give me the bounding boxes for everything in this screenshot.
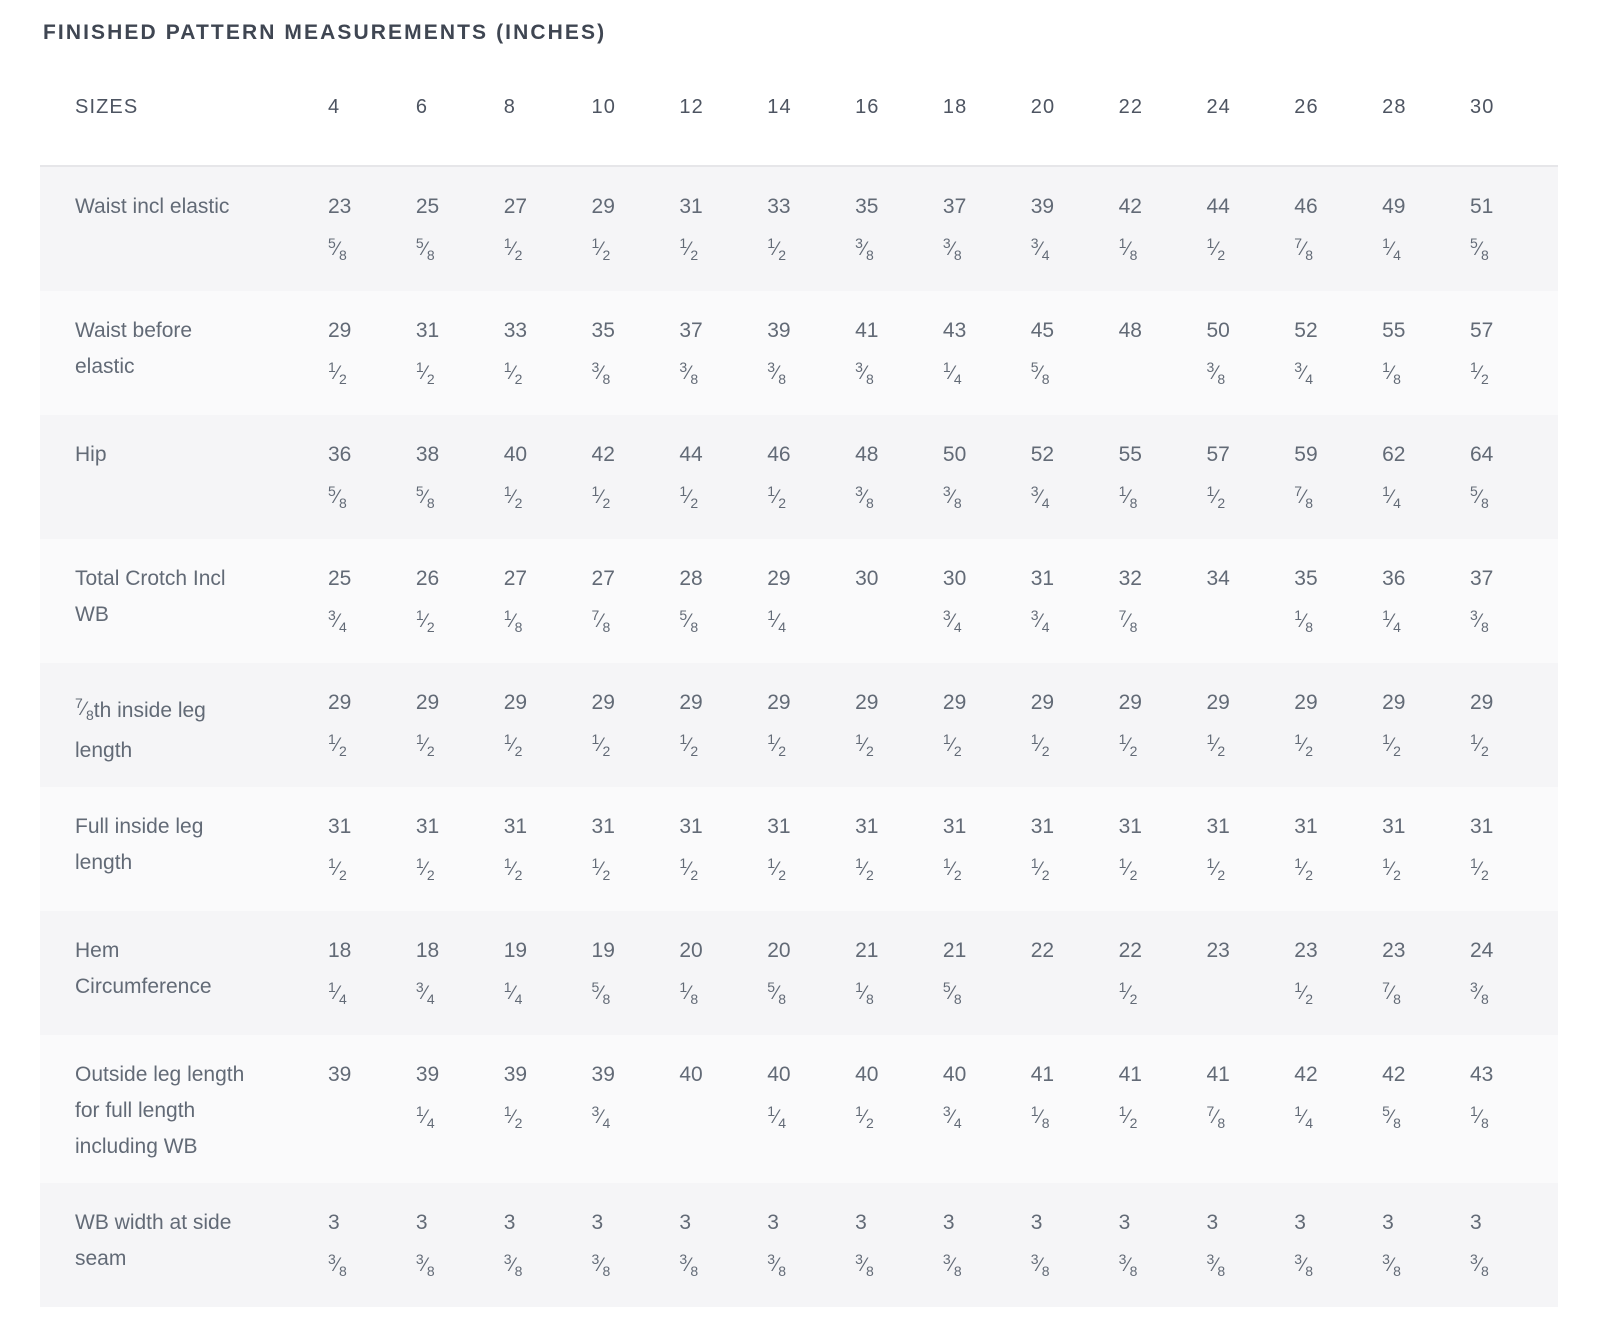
measurement-cell: 57 $^1$⁄2 (1206, 443, 1230, 511)
measurement-cell: 41 $^3$⁄8 (855, 319, 879, 387)
fraction: $^1$⁄2 (1469, 855, 1489, 883)
measurement-cell: 31 $^1$⁄2 (1030, 815, 1055, 883)
measurement-cell: 40 $^1$⁄2 (503, 443, 528, 511)
fraction: $^1$⁄2 (855, 731, 874, 759)
measurement-cell: 43 $^1$⁄8 (1469, 1063, 1494, 1131)
fraction: $^3$⁄8 (855, 359, 874, 387)
fraction: $^1$⁄2 (855, 855, 874, 883)
measurement-cell: 30 (855, 567, 879, 590)
row-label: Waist before elastic (75, 319, 193, 378)
fraction: $^1$⁄2 (591, 483, 611, 511)
measurement-cell: 19 $^1$⁄4 (503, 939, 528, 1007)
measurement-cell: 52 $^3$⁄4 (1294, 319, 1318, 387)
measurement-cell: 29 $^1$⁄2 (591, 195, 615, 263)
fraction: $^3$⁄8 (1469, 1251, 1489, 1279)
measurement-cell: 42 $^5$⁄8 (1382, 1063, 1406, 1131)
measurement-cell: 40 (679, 1063, 703, 1086)
measurement-cell: 3 $^3$⁄8 (767, 1211, 786, 1279)
measurement-cell: 31 $^1$⁄2 (1469, 815, 1494, 883)
measurement-cell: 19 $^5$⁄8 (591, 939, 615, 1007)
measurement-cell: 29 $^1$⁄2 (1030, 691, 1055, 759)
fraction: $^3$⁄8 (591, 1251, 611, 1279)
measurement-cell: 18 $^1$⁄4 (328, 939, 352, 1007)
measurement-cell: 36 $^5$⁄8 (328, 443, 352, 511)
fraction: $^1$⁄2 (1118, 979, 1138, 1007)
table-row (40, 166, 1558, 291)
fraction: $^1$⁄2 (1469, 359, 1489, 387)
measurement-cell: 21 $^5$⁄8 (942, 939, 967, 1007)
measurement-cell: 31 $^1$⁄2 (415, 815, 440, 883)
fraction: $^1$⁄4 (767, 607, 786, 635)
row-label: Full inside leg length (75, 815, 204, 874)
fraction: $^5$⁄8 (1030, 359, 1050, 387)
fraction: $^3$⁄8 (591, 359, 611, 387)
measurement-cell: 25 $^5$⁄8 (415, 195, 440, 263)
measurement-cell: 29 $^1$⁄2 (328, 691, 352, 759)
measurement-cell: 3 $^3$⁄8 (328, 1211, 347, 1279)
fraction: $^1$⁄2 (942, 731, 962, 759)
fraction: $^1$⁄2 (503, 855, 523, 883)
fraction: $^3$⁄8 (767, 1251, 786, 1279)
measurement-cell: 3 $^3$⁄8 (415, 1211, 435, 1279)
table-row (40, 291, 1558, 415)
measurement-cell: 48 $^3$⁄8 (855, 443, 879, 511)
measurement-cell: 31 $^1$⁄2 (1294, 815, 1318, 883)
measurement-cell: 64 $^5$⁄8 (1469, 443, 1494, 511)
header-size-16: 16 (855, 46, 943, 166)
measurement-cell: 43 $^1$⁄4 (942, 319, 967, 387)
fraction: $^3$⁄8 (679, 1251, 699, 1279)
header-size-4: 4 (328, 46, 416, 166)
header-size-28: 28 (1382, 46, 1470, 166)
measurement-cell: 35 $^3$⁄8 (591, 319, 615, 387)
measurement-cell: 50 $^3$⁄8 (1206, 319, 1230, 387)
header-size-30: 30 (1470, 46, 1558, 166)
fraction: $^7$⁄8 (1382, 979, 1401, 1007)
table-body (40, 166, 1558, 1307)
measurement-cell: 29 $^1$⁄2 (328, 319, 352, 387)
measurement-cell: 32 $^7$⁄8 (1118, 567, 1142, 635)
fraction: $^7$⁄8 (1294, 235, 1314, 263)
measurement-cell: 27 $^1$⁄2 (503, 195, 528, 263)
fraction: $^7$⁄8 (75, 695, 94, 723)
fraction: $^3$⁄8 (1206, 359, 1226, 387)
table-header (40, 46, 1558, 166)
fraction: $^5$⁄8 (1469, 483, 1489, 511)
header-size-18: 18 (943, 46, 1031, 166)
measurement-cell: 37 $^3$⁄8 (1469, 567, 1494, 635)
fraction: $^1$⁄4 (328, 979, 347, 1007)
measurement-cell: 24 $^3$⁄8 (1469, 939, 1494, 1007)
measurement-cell: 31 $^1$⁄2 (591, 815, 615, 883)
fraction: $^3$⁄8 (1030, 1251, 1050, 1279)
measurement-cell: 39 (328, 1063, 352, 1086)
fraction: $^5$⁄8 (415, 235, 435, 263)
row-label: Hip (75, 443, 107, 466)
fraction: $^1$⁄2 (1118, 855, 1138, 883)
fraction: $^1$⁄2 (1294, 855, 1314, 883)
fraction: $^3$⁄8 (679, 359, 699, 387)
measurement-cell: 29 $^1$⁄2 (1118, 691, 1142, 759)
measurement-cell: 31 $^1$⁄2 (328, 815, 352, 883)
measurement-cell: 42 $^1$⁄4 (1294, 1063, 1318, 1131)
fraction: $^1$⁄2 (328, 731, 347, 759)
measurement-cell: 38 $^5$⁄8 (415, 443, 440, 511)
measurement-cell: 29 $^1$⁄2 (1206, 691, 1230, 759)
fraction: $^5$⁄8 (415, 483, 435, 511)
fraction: $^1$⁄2 (1206, 235, 1226, 263)
fraction: $^1$⁄2 (503, 731, 523, 759)
fraction: $^1$⁄2 (1206, 855, 1226, 883)
fraction: $^1$⁄2 (591, 235, 611, 263)
table-row (40, 1183, 1558, 1307)
fraction: $^1$⁄8 (1118, 483, 1138, 511)
fraction: $^3$⁄8 (855, 483, 874, 511)
fraction: $^1$⁄2 (591, 855, 611, 883)
measurement-cell: 29 $^1$⁄2 (942, 691, 967, 759)
header-size-24: 24 (1206, 46, 1294, 166)
header-size-14: 14 (767, 46, 855, 166)
fraction: $^3$⁄8 (1382, 1251, 1401, 1279)
table-row (40, 1035, 1558, 1183)
fraction: $^7$⁄8 (591, 607, 611, 635)
fraction: $^1$⁄2 (503, 235, 523, 263)
fraction: $^3$⁄8 (415, 1251, 435, 1279)
fraction: $^1$⁄2 (767, 483, 786, 511)
measurement-cell: 3 $^3$⁄8 (855, 1211, 874, 1279)
measurement-cell: 20 $^5$⁄8 (767, 939, 791, 1007)
header-size-8: 8 (504, 46, 592, 166)
fraction: $^1$⁄4 (1294, 1103, 1314, 1131)
fraction: $^1$⁄2 (767, 855, 786, 883)
fraction: $^1$⁄2 (591, 731, 611, 759)
table-row (40, 911, 1558, 1035)
measurement-cell: 21 $^1$⁄8 (855, 939, 879, 1007)
fraction: $^3$⁄8 (942, 1251, 962, 1279)
measurement-cell: 39 $^3$⁄4 (1030, 195, 1055, 263)
measurement-cell: 3 $^3$⁄8 (1469, 1211, 1489, 1279)
header-sizes-label: SIZES (40, 46, 328, 166)
fraction: $^1$⁄2 (328, 855, 347, 883)
row-label: Waist incl elastic (75, 195, 230, 218)
fraction: $^3$⁄8 (1294, 1251, 1314, 1279)
table-row (40, 787, 1558, 911)
measurement-cell: 31 $^1$⁄2 (1118, 815, 1142, 883)
table-row (40, 663, 1558, 787)
fraction: $^3$⁄8 (503, 1251, 523, 1279)
measurement-cell: 29 $^1$⁄2 (1382, 691, 1406, 759)
measurement-cell: 3 $^3$⁄8 (679, 1211, 699, 1279)
fraction: $^1$⁄8 (855, 979, 874, 1007)
measurement-cell: 3 $^3$⁄8 (942, 1211, 962, 1279)
fraction: $^1$⁄2 (855, 1103, 874, 1131)
fraction: $^7$⁄8 (1294, 483, 1314, 511)
fraction: $^1$⁄2 (415, 607, 435, 635)
fraction: $^1$⁄2 (503, 483, 523, 511)
measurement-cell: 39 $^1$⁄4 (415, 1063, 440, 1131)
measurement-cell: 55 $^1$⁄8 (1118, 443, 1142, 511)
row-label: Outside leg length for full length including WB (75, 1063, 245, 1158)
measurement-cell: 39 $^3$⁄8 (767, 319, 791, 387)
fraction: $^5$⁄8 (679, 607, 699, 635)
fraction: $^3$⁄4 (1294, 359, 1314, 387)
header-size-6: 6 (416, 46, 504, 166)
measurement-cell: 18 $^3$⁄4 (415, 939, 440, 1007)
measurement-cell: 31 $^1$⁄2 (855, 815, 879, 883)
fraction: $^3$⁄4 (1030, 483, 1050, 511)
header-size-10: 10 (592, 46, 680, 166)
measurement-cell: 3 $^3$⁄8 (1030, 1211, 1050, 1279)
header-size-20: 20 (1031, 46, 1119, 166)
measurement-cell: 36 $^1$⁄4 (1382, 567, 1406, 635)
page-title: FINISHED PATTERN MEASUREMENTS (INCHES) (43, 21, 607, 44)
measurement-cell: 3 $^3$⁄8 (591, 1211, 611, 1279)
fraction: $^1$⁄2 (1294, 979, 1314, 1007)
fraction: $^7$⁄8 (1206, 1103, 1226, 1131)
measurement-cell: 31 $^1$⁄2 (503, 815, 528, 883)
table-row (40, 539, 1558, 663)
fraction: $^3$⁄8 (855, 1251, 874, 1279)
measurement-cell: 29 $^1$⁄4 (767, 567, 791, 635)
measurement-cell: 40 $^3$⁄4 (942, 1063, 967, 1131)
measurement-cell: 22 $^1$⁄2 (1118, 939, 1142, 1007)
measurement-cell: 31 $^1$⁄2 (1382, 815, 1406, 883)
fraction: $^5$⁄8 (1469, 235, 1489, 263)
fraction: $^1$⁄8 (1469, 1103, 1489, 1131)
fraction: $^1$⁄4 (503, 979, 523, 1007)
fraction: $^1$⁄2 (415, 731, 435, 759)
measurement-cell: 57 $^1$⁄2 (1469, 319, 1494, 387)
fraction: $^3$⁄8 (855, 235, 874, 263)
measurement-cell: 39 $^3$⁄4 (591, 1063, 615, 1131)
measurement-cell: 45 $^5$⁄8 (1030, 319, 1055, 387)
fraction: $^1$⁄2 (503, 1103, 523, 1131)
fraction: $^3$⁄8 (1469, 979, 1489, 1007)
row-label: Hem Circumference (75, 939, 212, 998)
measurement-cell: 27 $^7$⁄8 (591, 567, 615, 635)
fraction: $^1$⁄2 (1118, 731, 1138, 759)
fraction: $^3$⁄4 (1030, 235, 1050, 263)
fraction: $^1$⁄2 (1382, 731, 1401, 759)
measurement-cell: 23 (1206, 939, 1230, 962)
fraction: $^1$⁄2 (503, 359, 523, 387)
measurement-cell: 31 $^1$⁄2 (942, 815, 967, 883)
fraction: $^3$⁄8 (328, 1251, 347, 1279)
measurement-cell: 44 $^1$⁄2 (1206, 195, 1230, 263)
measurement-cell: 52 $^3$⁄4 (1030, 443, 1055, 511)
fraction: $^1$⁄4 (415, 1103, 435, 1131)
header-size-22: 22 (1119, 46, 1207, 166)
measurement-cell: 3 $^3$⁄8 (1118, 1211, 1138, 1279)
measurement-cell: 44 $^1$⁄2 (679, 443, 703, 511)
fraction: $^3$⁄4 (415, 979, 435, 1007)
measurement-cell: 33 $^1$⁄2 (503, 319, 528, 387)
fraction: $^1$⁄8 (679, 979, 699, 1007)
fraction: $^1$⁄2 (679, 731, 699, 759)
fraction: $^1$⁄2 (415, 855, 435, 883)
fraction: $^1$⁄2 (1206, 731, 1226, 759)
measurement-cell: 31 $^1$⁄2 (415, 319, 440, 387)
fraction: $^1$⁄8 (1118, 235, 1138, 263)
fraction: $^1$⁄4 (1382, 607, 1401, 635)
fraction: $^5$⁄8 (328, 483, 347, 511)
measurement-cell: 29 $^1$⁄2 (855, 691, 879, 759)
measurement-cell: 33 $^1$⁄2 (767, 195, 791, 263)
measurement-cell: 31 $^1$⁄2 (767, 815, 791, 883)
measurement-cell: 29 $^1$⁄2 (679, 691, 703, 759)
measurement-cell: 23 $^1$⁄2 (1294, 939, 1318, 1007)
fraction: $^1$⁄2 (767, 731, 786, 759)
measurement-cell: 3 $^3$⁄8 (1294, 1211, 1314, 1279)
measurement-cell: 3 $^3$⁄8 (503, 1211, 523, 1279)
measurement-cell: 27 $^1$⁄8 (503, 567, 528, 635)
measurement-cell: 41 $^1$⁄2 (1118, 1063, 1142, 1131)
measurement-cell: 46 $^1$⁄2 (767, 443, 791, 511)
measurement-cell: 31 $^1$⁄2 (679, 195, 703, 263)
fraction: $^1$⁄2 (1206, 483, 1226, 511)
fraction: $^5$⁄8 (328, 235, 347, 263)
fraction: $^7$⁄8 (1118, 607, 1138, 635)
measurement-cell: 26 $^1$⁄2 (415, 567, 440, 635)
measurement-cell: 37 $^3$⁄8 (942, 195, 967, 263)
fraction: $^1$⁄2 (679, 483, 699, 511)
fraction: $^1$⁄2 (1030, 855, 1050, 883)
measurements-table (40, 46, 1558, 1307)
fraction: $^1$⁄2 (328, 359, 347, 387)
fraction: $^1$⁄2 (1294, 731, 1314, 759)
measurement-cell: 42 $^1$⁄2 (591, 443, 615, 511)
measurement-cell: 35 $^1$⁄8 (1294, 567, 1318, 635)
measurement-cell: 34 (1206, 567, 1230, 590)
measurement-cell: 50 $^3$⁄8 (942, 443, 967, 511)
fraction: $^1$⁄8 (1382, 359, 1401, 387)
fraction: $^1$⁄2 (415, 359, 435, 387)
row-label: WB width at side seam (75, 1211, 232, 1270)
table-row (40, 415, 1558, 539)
measurement-cell: 22 (1030, 939, 1055, 962)
measurement-cell: 35 $^3$⁄8 (855, 195, 879, 263)
measurement-cell: 23 $^5$⁄8 (328, 195, 352, 263)
measurement-cell: 28 $^5$⁄8 (679, 567, 703, 635)
fraction: $^3$⁄8 (767, 359, 786, 387)
fraction: $^1$⁄4 (1382, 235, 1401, 263)
fraction: $^1$⁄2 (942, 855, 962, 883)
fraction: $^3$⁄4 (328, 607, 347, 635)
measurement-cell: 41 $^1$⁄8 (1030, 1063, 1055, 1131)
measurement-cell: 3 $^3$⁄8 (1382, 1211, 1401, 1279)
fraction: $^1$⁄2 (1118, 1103, 1138, 1131)
header-row (40, 46, 1558, 166)
header-size-26: 26 (1294, 46, 1382, 166)
fraction: $^1$⁄2 (767, 235, 786, 263)
fraction: $^5$⁄8 (767, 979, 786, 1007)
measurement-cell: 51 $^5$⁄8 (1469, 195, 1494, 263)
measurement-cell: 29 $^1$⁄2 (415, 691, 440, 759)
fraction: $^1$⁄2 (679, 855, 699, 883)
measurement-cell: 39 $^1$⁄2 (503, 1063, 528, 1131)
fraction: $^1$⁄4 (767, 1103, 786, 1131)
measurement-cell: 46 $^7$⁄8 (1294, 195, 1318, 263)
fraction: $^1$⁄8 (1030, 1103, 1050, 1131)
measurement-cell: 40 $^1$⁄4 (767, 1063, 791, 1131)
measurement-cell: 30 $^3$⁄4 (942, 567, 967, 635)
measurement-cell: 3 $^3$⁄8 (1206, 1211, 1226, 1279)
fraction: $^1$⁄8 (503, 607, 523, 635)
row-label: Total Crotch Incl WB (75, 567, 226, 626)
header-size-12: 12 (679, 46, 767, 166)
fraction: $^1$⁄2 (1469, 731, 1489, 759)
fraction: $^3$⁄8 (1469, 607, 1489, 635)
measurement-cell: 31 $^1$⁄2 (679, 815, 703, 883)
measurement-cell: 55 $^1$⁄8 (1382, 319, 1406, 387)
measurement-cell: 48 (1118, 319, 1142, 342)
fraction: $^1$⁄8 (1294, 607, 1314, 635)
fraction: $^3$⁄8 (942, 235, 962, 263)
measurement-cell: 40 $^1$⁄2 (855, 1063, 879, 1131)
measurement-cell: 31 $^1$⁄2 (1206, 815, 1230, 883)
fraction: $^1$⁄2 (679, 235, 699, 263)
measurement-cell: 23 $^7$⁄8 (1382, 939, 1406, 1007)
measurement-cell: 20 $^1$⁄8 (679, 939, 703, 1007)
measurement-cell: 29 $^1$⁄2 (1294, 691, 1318, 759)
fraction: $^5$⁄8 (1382, 1103, 1401, 1131)
measurement-cell: 31 $^3$⁄4 (1030, 567, 1055, 635)
fraction: $^5$⁄8 (591, 979, 611, 1007)
size-chart-section (0, 20, 1600, 1307)
fraction: $^1$⁄4 (942, 359, 962, 387)
fraction: $^3$⁄8 (1118, 1251, 1138, 1279)
measurement-cell: 62 $^1$⁄4 (1382, 443, 1406, 511)
fraction: $^1$⁄2 (1030, 731, 1050, 759)
fraction: $^3$⁄4 (1030, 607, 1050, 635)
fraction: $^3$⁄8 (942, 483, 962, 511)
fraction: $^1$⁄2 (1382, 855, 1401, 883)
measurement-cell: 29 $^1$⁄2 (503, 691, 528, 759)
measurement-cell: 29 $^1$⁄2 (767, 691, 791, 759)
fraction: $^5$⁄8 (942, 979, 962, 1007)
measurement-cell: 42 $^1$⁄8 (1118, 195, 1142, 263)
fraction: $^3$⁄4 (942, 607, 962, 635)
fraction: $^3$⁄4 (591, 1103, 611, 1131)
row-label: $^7$⁄8th inside leg length (75, 695, 206, 762)
measurement-cell: 25 $^3$⁄4 (328, 567, 352, 635)
fraction: $^3$⁄4 (942, 1103, 962, 1131)
fraction: $^3$⁄8 (1206, 1251, 1226, 1279)
measurement-cell: 59 $^7$⁄8 (1294, 443, 1318, 511)
measurement-cell: 41 $^7$⁄8 (1206, 1063, 1230, 1131)
measurement-cell: 49 $^1$⁄4 (1382, 195, 1406, 263)
fraction: $^1$⁄4 (1382, 483, 1401, 511)
measurement-cell: 37 $^3$⁄8 (679, 319, 703, 387)
measurement-cell: 29 $^1$⁄2 (1469, 691, 1494, 759)
measurement-cell: 29 $^1$⁄2 (591, 691, 615, 759)
